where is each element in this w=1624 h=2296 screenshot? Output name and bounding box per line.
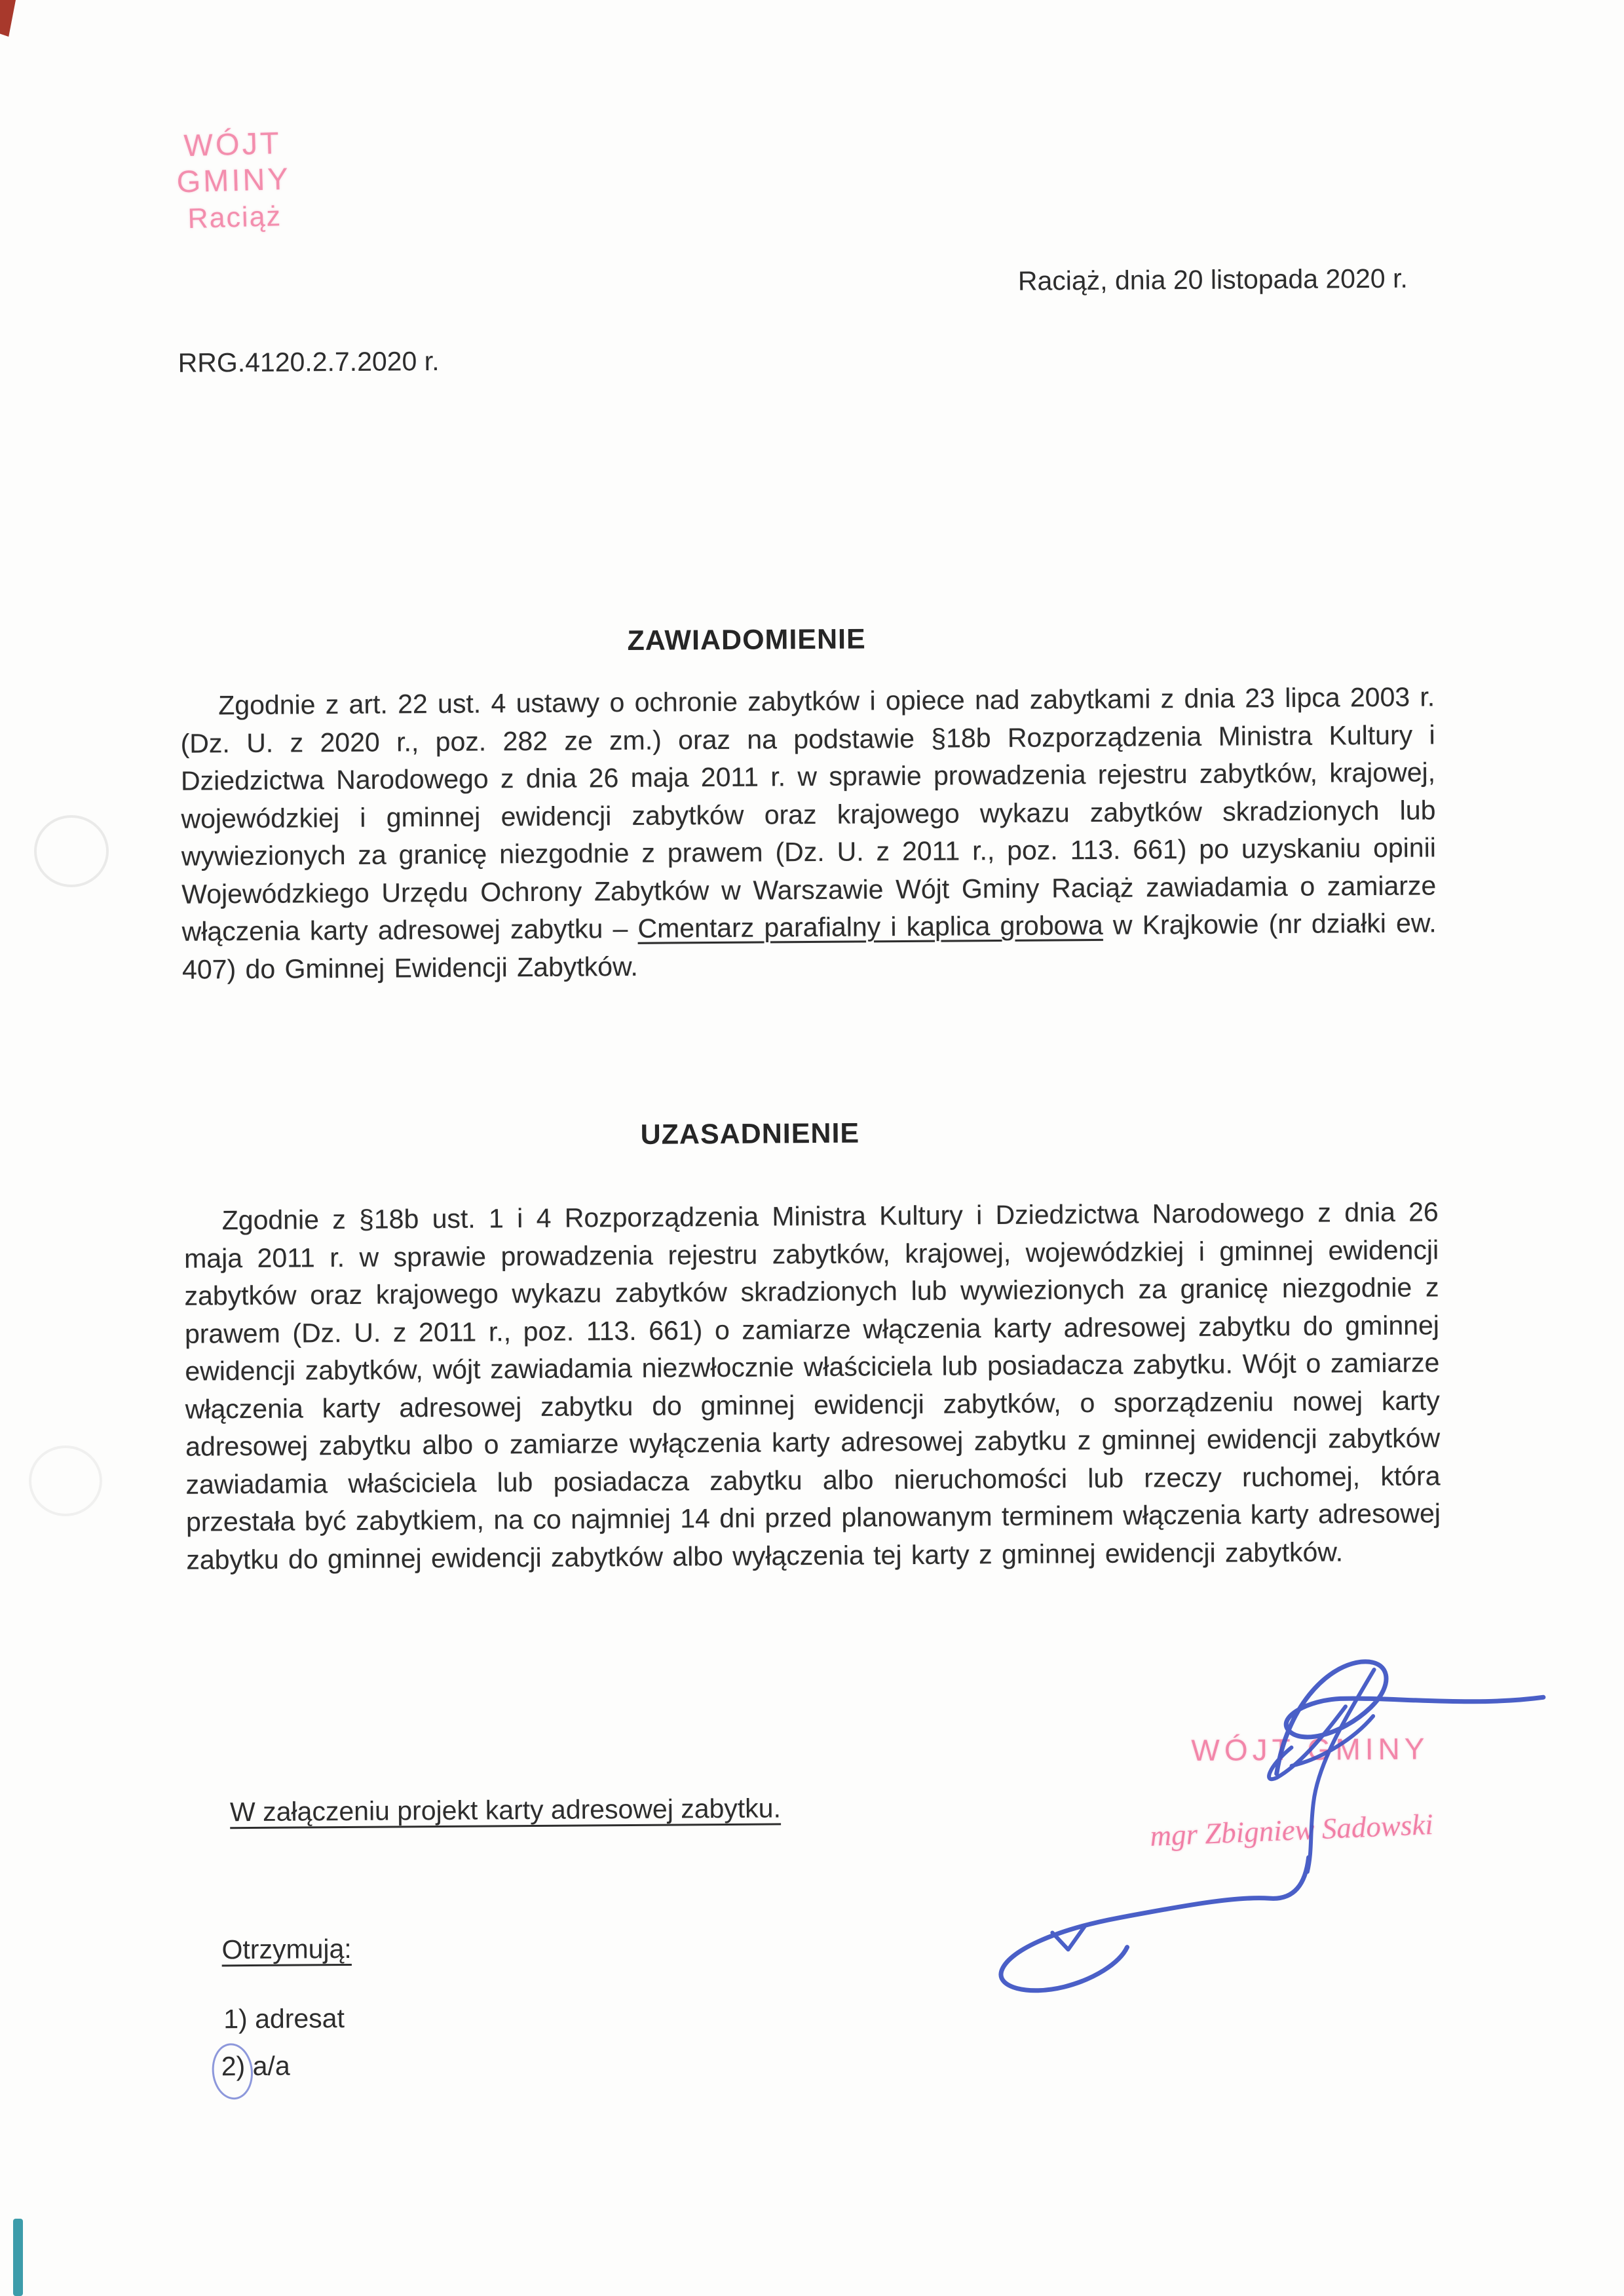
distribution-item-2 bbox=[221, 2051, 290, 2082]
date-line: Raciąż, dnia 20 listopada 2020 r. bbox=[1017, 263, 1408, 296]
distribution-item-1: 1) adresat bbox=[223, 2003, 345, 2035]
sender-stamp-place: Raciąż bbox=[187, 201, 282, 235]
justification-paragraph: Zgodnie z §18b ust. 1 i 4 Rozporządzenia Ministra Kultury i Dziedzictwa Narodowego z dnia 26 maja 2011 r. w sprawie prowadzenia rejestru zabytków, krajowej, wojewódzkiej i gminnej ewidencji zabytków oraz krajowego wykazu zabytków skradzionych lub wywiezionych za granicę niezgodnie z prawem (Dz. U. z 2011 r., poz. 113. 661) o zamiarze włączenia karty adresowej zabytku do gminnej ewidencji zabytków, wójt zawiadamia niezwłocznie właściciela lub posiadacza zabytku. Wójt o zamiarze włączenia karty adresowej zabytku do gminnej ewidencji zabytków, o sporządzeniu nowej karty adresowej zabytku albo o zamiarze wyłączenia karty adresowej zabytku z gminnej ewidencji zabytków zawiadamia właściciela lub posiadacza zabytku albo nieruchomości lub rzeczy ruchomej, która przestała być zabytkiem, na co najmniej 14 dni przed planowanym terminem włączenia karty adresowej zabytku do gminnej ewidencji zabytków albo wyłączenia tej karty z gminnej ewidencji zabytków. bbox=[184, 1196, 1441, 1575]
signature-stamp-title: WÓJT GMINY bbox=[1191, 1731, 1429, 1767]
signature-stamp-name: mgr Zbigniew Sadowski bbox=[1149, 1807, 1434, 1852]
sender-office-stamp bbox=[130, 123, 336, 237]
document-title: ZAWIADOMIENIE bbox=[627, 623, 866, 657]
distribution-heading: Otrzymują: bbox=[221, 1933, 352, 1965]
justification-heading: UZASADNIENIE bbox=[640, 1117, 860, 1151]
attachment-note: W załączeniu projekt karty adresowej zabytku. bbox=[229, 1793, 782, 1827]
monument-name-underlined: Cmentarz parafialny i kaplica grobowa bbox=[637, 909, 1103, 944]
notification-paragraph bbox=[180, 678, 1437, 988]
paragraph1-text-before: Zgodnie z art. 22 ust. 4 ustawy o ochronie zabytków i opiece nad zabytkami z dnia 23 lipca 2003 r. (Dz. U. z 2020 r., poz. 282 ze zm.) oraz na podstawie §18b Rozporządzenia Ministra Kultury i Dziedzictwa Narodowego z dnia 26 maja 2011 r. w sprawie prowadzenia rejestru zabytków, krajowej, wojewódzkiej i gminnej ewidencji zabytków oraz krajowego wykazu zabytków skradzionych lub wywiezionych za granicę niezgodnie z prawem (Dz. U. z 2011 r., poz. 113. 661) po uzyskaniu opinii Wojewódzkiego Urzędu Ochrony Zabytków w Warszawie Wójt Gminy Raciąż zawiadamia o zamiarze włączenia karty adresowej zabytku – bbox=[180, 681, 1437, 947]
circled-number: 2) bbox=[221, 2051, 246, 2082]
reference-number: RRG.4120.2.7.2020 r. bbox=[178, 345, 440, 378]
sender-stamp-title: WÓJT GMINY bbox=[176, 125, 292, 199]
distribution-item-2-label: a/a bbox=[252, 2050, 290, 2081]
paragraph1-text-after: w Krajkowie (nr działki ew. 407) do Gminnej Ewidencji Zabytków. bbox=[181, 908, 1437, 985]
